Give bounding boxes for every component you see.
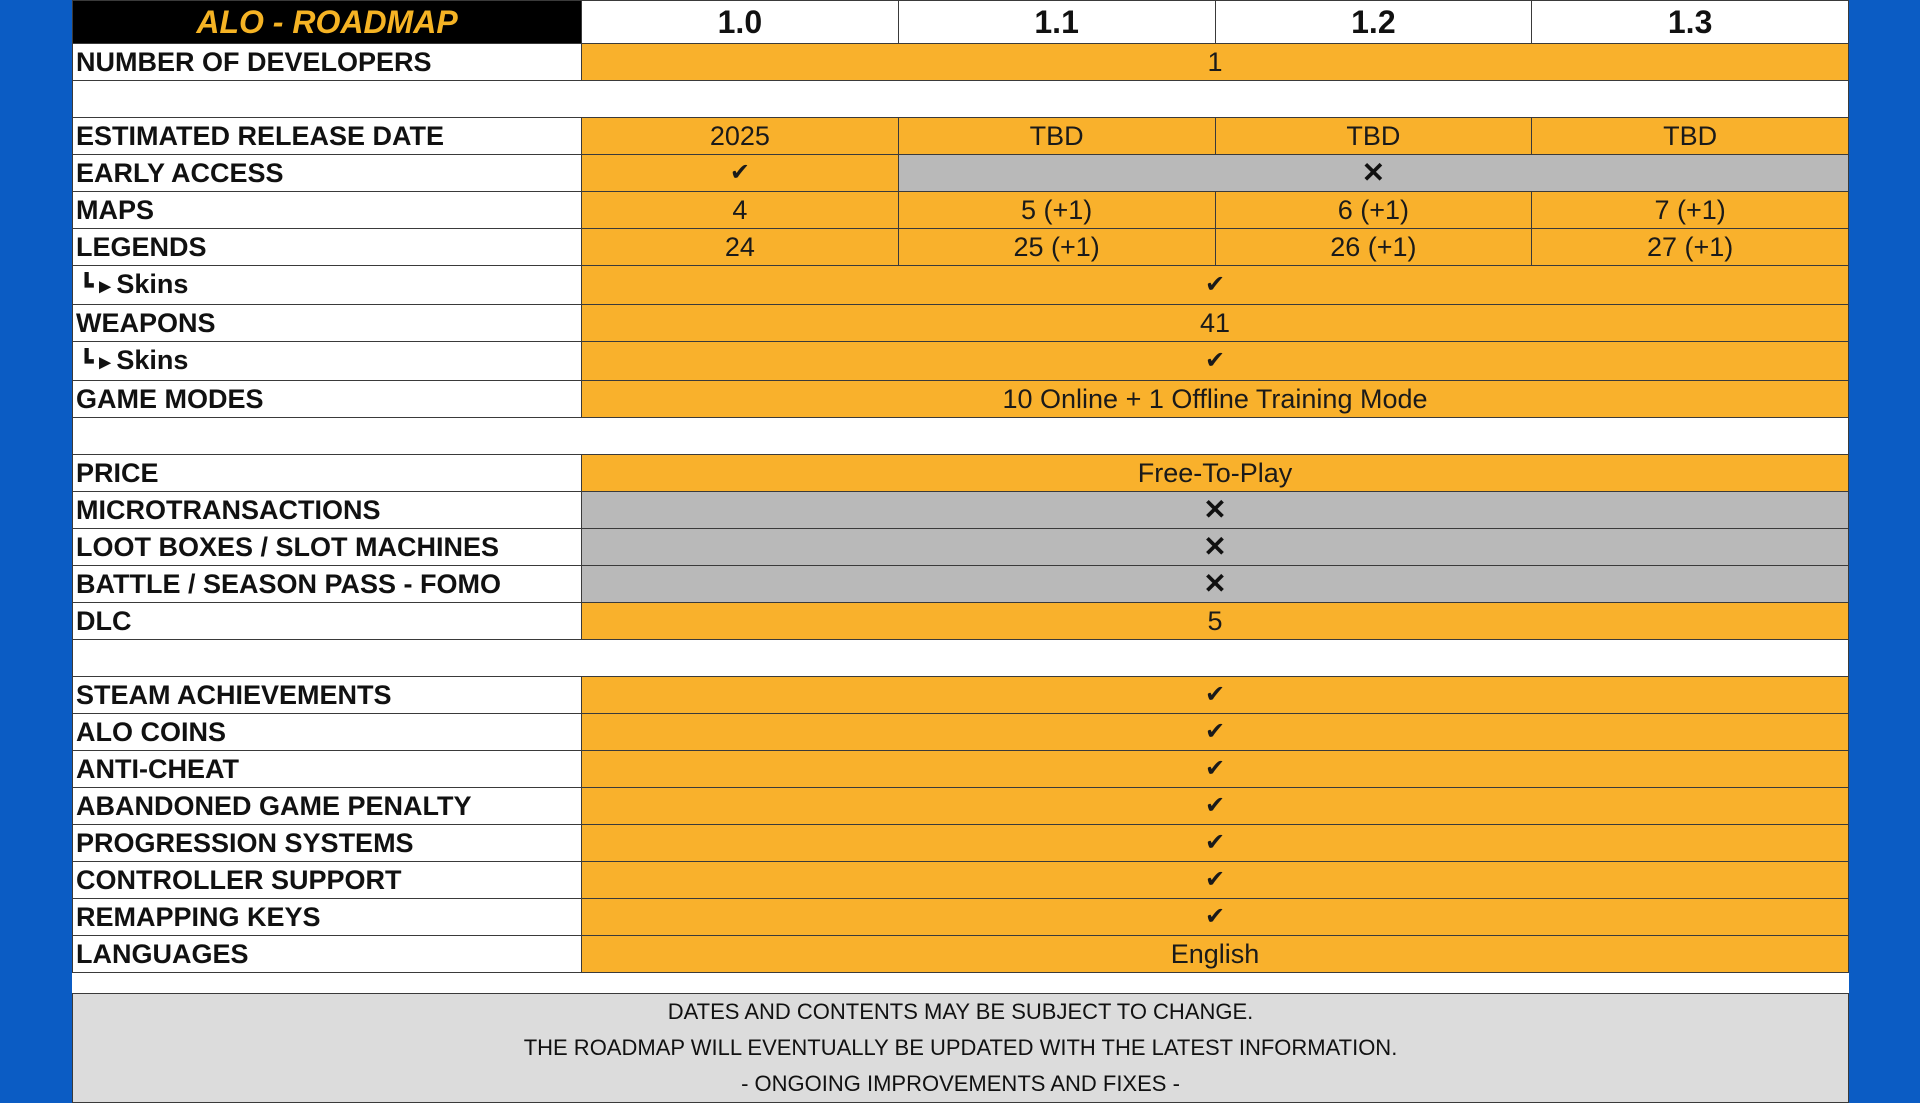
value-developers: 1 [582,44,1849,81]
row-legends [73,229,1849,266]
battle-pass-cross-icon: ✕ [582,566,1849,603]
legends-1-2: 26 (+1) [1215,229,1532,266]
row-legend-skins [73,266,1849,305]
label-loot-boxes: LOOT BOXES / SLOT MACHINES [73,529,582,566]
row-developers [73,44,1849,81]
label-remapping: REMAPPING KEYS [73,899,582,936]
row-steam-achievements [73,677,1849,714]
row-game-modes [73,381,1849,418]
abandoned-penalty-check-icon: ✔ [582,788,1849,825]
release-date-1-1: TBD [898,118,1215,155]
row-weapon-skins [73,342,1849,381]
label-early-access: EARLY ACCESS [73,155,582,192]
value-dlc: 5 [582,603,1849,640]
label-anti-cheat: ANTI-CHEAT [73,751,582,788]
label-abandoned-penalty: ABANDONED GAME PENALTY [73,788,582,825]
label-developers: NUMBER OF DEVELOPERS [73,44,582,81]
maps-1-2: 6 (+1) [1215,192,1532,229]
label-weapons: WEAPONS [73,305,582,342]
row-remapping [73,899,1849,936]
value-weapons: 41 [582,305,1849,342]
footer-spacer [73,973,1849,994]
label-steam-achievements: STEAM ACHIEVEMENTS [73,677,582,714]
value-game-modes: 10 Online + 1 Offline Training Mode [582,381,1849,418]
maps-1-0: 4 [582,192,899,229]
version-header-1-1: 1.1 [898,1,1215,44]
row-loot-boxes [73,529,1849,566]
header-row [73,1,1849,44]
version-header-1-0: 1.0 [582,1,899,44]
microtransactions-cross-icon: ✕ [582,492,1849,529]
maps-1-1: 5 (+1) [898,192,1215,229]
label-microtransactions: MICROTRANSACTIONS [73,492,582,529]
steam-achievements-check-icon: ✔ [582,677,1849,714]
label-game-modes: GAME MODES [73,381,582,418]
section-gap [73,81,1849,118]
early-access-check-icon: ✔ [582,155,899,192]
progression-check-icon: ✔ [582,825,1849,862]
label-alo-coins: ALO COINS [73,714,582,751]
label-legends: LEGENDS [73,229,582,266]
sub-item-arrow-icon: ┗ ▸ [80,349,111,374]
label-legend-skins [73,266,582,305]
section-gap [73,640,1849,677]
row-battle-pass [73,566,1849,603]
sub-item-arrow-icon: ┗ ▸ [80,273,111,298]
legend-skins-label: Skins [116,269,189,299]
label-maps: MAPS [73,192,582,229]
footer-line-3: - ONGOING IMPROVEMENTS AND FIXES - [741,1071,1180,1096]
row-alo-coins [73,714,1849,751]
legends-1-3: 27 (+1) [1532,229,1849,266]
maps-1-3: 7 (+1) [1532,192,1849,229]
row-abandoned-penalty [73,788,1849,825]
controller-check-icon: ✔ [582,862,1849,899]
label-release-date: ESTIMATED RELEASE DATE [73,118,582,155]
row-early-access [73,155,1849,192]
remapping-check-icon: ✔ [582,899,1849,936]
label-progression: PROGRESSION SYSTEMS [73,825,582,862]
legend-skins-check-icon: ✔ [582,266,1849,305]
release-date-1-3: TBD [1532,118,1849,155]
footer-line-1: DATES AND CONTENTS MAY BE SUBJECT TO CHANGE. [667,999,1254,1024]
row-price [73,455,1849,492]
alo-coins-check-icon: ✔ [582,714,1849,751]
early-access-cross-icon: ✕ [898,155,1848,192]
roadmap-table [72,0,1849,1103]
label-languages: LANGUAGES [73,936,582,973]
version-header-1-2: 1.2 [1215,1,1532,44]
row-footer [73,994,1849,1103]
label-controller: CONTROLLER SUPPORT [73,862,582,899]
roadmap-title: ALO - ROADMAP [73,1,582,44]
value-languages: English [582,936,1849,973]
row-weapons [73,305,1849,342]
row-progression [73,825,1849,862]
value-price: Free-To-Play [582,455,1849,492]
legends-1-0: 24 [582,229,899,266]
anti-cheat-check-icon: ✔ [582,751,1849,788]
label-dlc: DLC [73,603,582,640]
row-controller [73,862,1849,899]
weapon-skins-check-icon: ✔ [582,342,1849,381]
footer-line-2: THE ROADMAP WILL EVENTUALLY BE UPDATED WITH THE LATEST INFORMATION. [523,1035,1398,1060]
label-battle-pass: BATTLE / SEASON PASS - FOMO [73,566,582,603]
row-maps [73,192,1849,229]
loot-boxes-cross-icon: ✕ [582,529,1849,566]
label-weapon-skins [73,342,582,381]
row-languages [73,936,1849,973]
row-dlc [73,603,1849,640]
row-release-date [73,118,1849,155]
legends-1-1: 25 (+1) [898,229,1215,266]
weapon-skins-label: Skins [116,345,189,375]
release-date-1-0: 2025 [582,118,899,155]
version-header-1-3: 1.3 [1532,1,1849,44]
release-date-1-2: TBD [1215,118,1532,155]
roadmap-frame [72,0,1848,1096]
row-anti-cheat [73,751,1849,788]
footer-note [73,994,1849,1103]
label-price: PRICE [73,455,582,492]
section-gap [73,418,1849,455]
row-microtransactions [73,492,1849,529]
